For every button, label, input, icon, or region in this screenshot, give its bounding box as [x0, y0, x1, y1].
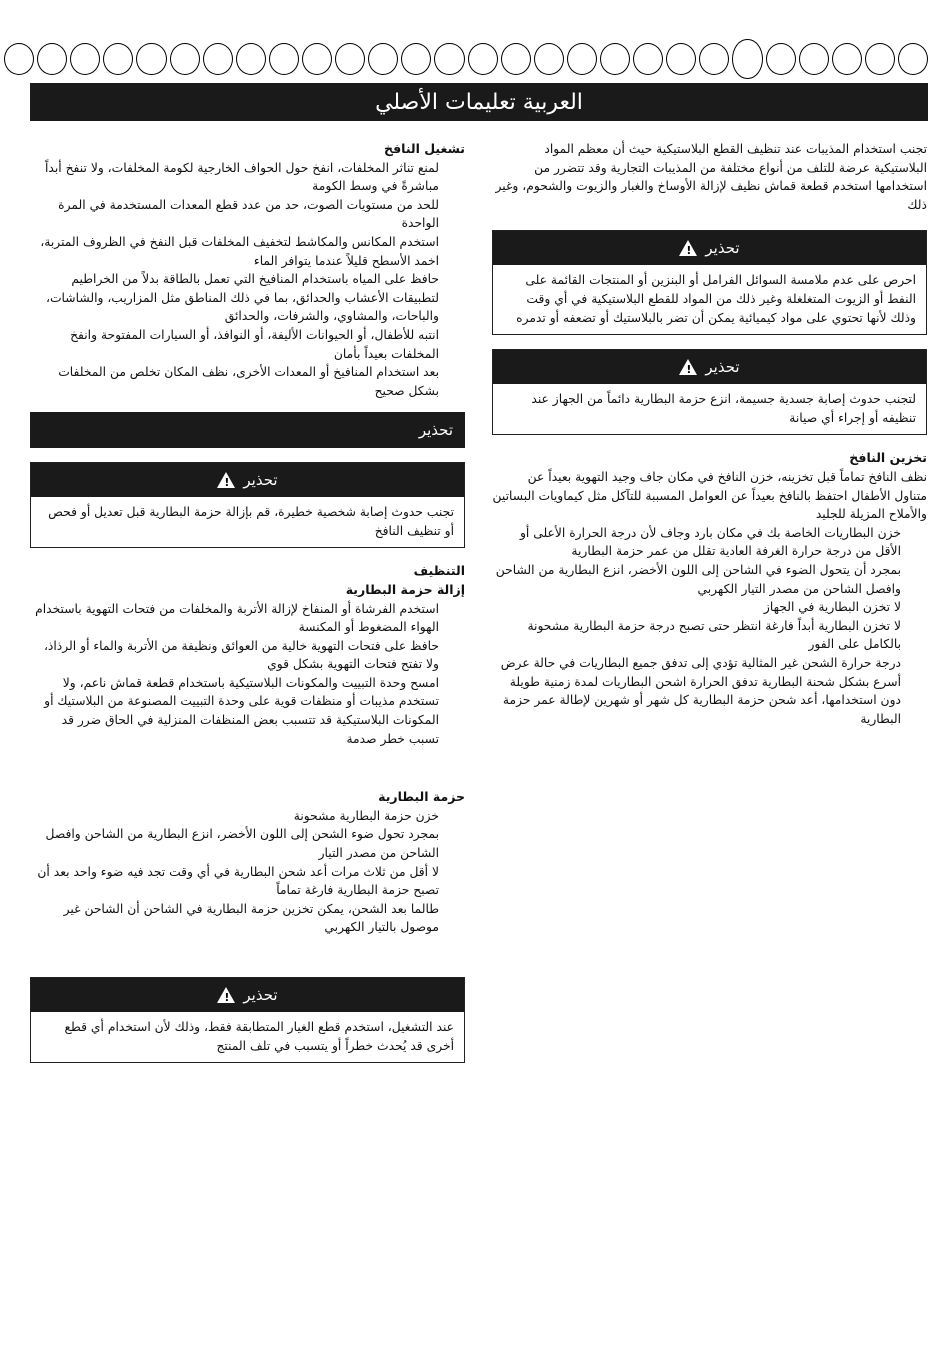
list-item: طالما بعد الشحن، يمكن تخزين حزمة البطارية في الشاحن أن الشاحن غير موصول بالتيار الكهربي [63, 901, 439, 935]
language-tab [766, 43, 796, 75]
language-tab [335, 43, 365, 75]
list-item: بمجرد أن يتحول الضوء في الشاحن إلى اللون الأخضر، انزع البطارية من الشاحن وافصل الشاحن من مصدر التيار الكهربي [495, 562, 901, 596]
list-item: لا تخزن البطارية أبداً فارغة انتظر حتى تصبح درجة حزمة البطارية مشحونة بالكامل على الفور [527, 618, 901, 652]
language-tab [70, 43, 100, 75]
storage-intro-text: نظف النافخ تماماً قبل تخزينه، خزن النافخ في مكان جاف وجيد التهوية بعيداً عن متناول الأطفال احتفظ بالنافخ بعيداً عن العوامل المسببة للتآكل مثل كيماويات البساتين والأملاح المزيلة للجليد [492, 469, 927, 522]
language-tab [401, 43, 431, 75]
page-title [30, 83, 928, 121]
warning-title: تحذير [705, 239, 740, 258]
language-tab [302, 43, 332, 75]
list-item: انتبه للأطفال، أو الحيوانات الأليفة، أو النوافذ، أو السيارات المفتوحة وانفخ المخلفات بعيداً بأمان [70, 327, 439, 361]
list-item: امسح وحدة التبييت والمكونات البلاستيكية باستخدام قطعة قماش ناعم، ولا تستخدم مذيبات أو منظفات قوية على وحدة التبييت المصنوعة من البلاستيك أو المكونات البلاستيكية قد تتسبب بعض المنظفات المنزلية في الحاق ضرر قد تسبب خطر صدمة [44, 675, 439, 746]
list-item: خزن البطاريات الخاصة بك في مكان بارد وجاف لأن درجة الحرارة الأعلى أو الأقل من درجة حرارة الغرفة العادية تقلل من عمر حزمة البطارية [519, 525, 901, 559]
language-tab [633, 43, 663, 75]
list-item: لا أقل من ثلاث مرات أعد شحن البطارية في أي وقت تجد فيه ضوء واحد بعد أن تصبح حزمة البطارية فارغة تماماً [37, 864, 439, 898]
list-item: خزن حزمة البطارية مشحونة [293, 808, 439, 823]
list-item: لا تخزن البطارية في الجهاز [763, 600, 901, 615]
list-item: بمجرد تحول ضوء الشحن إلى اللون الأخضر، انزع البطارية من الشاحن وافصل الشاحن من مصدر التيار [45, 827, 439, 861]
language-tab [699, 43, 729, 75]
cleaning-intro-text: تجنب استخدام المذيبات عند تنظيف القطع البلاستيكية حيث أن معظم المواد البلاستيكية عرضة للتلف من أنواع مختلفة من المذيبات التجارية وقد تتضرر من استخدامها استخدم قطعة قماش نظيف لإزالة الأوساخ والغبار والزيوت والشحوم، وغير ذلك [495, 142, 927, 212]
language-tab-strip [4, 43, 928, 79]
battery-heading: حزمة البطارية [378, 789, 465, 805]
list-item: استخدم الفرشاة أو المنفاخ لإزالة الأتربة والمخلفات من فتحات التهوية باستخدام الهواء المضغوط أو المكنسة [35, 601, 439, 635]
language-tab [368, 43, 398, 75]
language-tab [865, 43, 895, 75]
language-tab-active [732, 39, 762, 79]
warning-header [493, 350, 926, 384]
warning-box [30, 977, 465, 1063]
language-tab [534, 43, 564, 75]
language-tab [37, 43, 67, 75]
language-tab [203, 43, 233, 75]
warning-triangle-icon [217, 472, 235, 488]
warning-title: تحذير [705, 358, 740, 377]
warning-triangle-icon [679, 359, 697, 375]
storage-heading: تخزين النافخ [849, 450, 927, 466]
warning-triangle-icon [679, 240, 697, 256]
right-column [492, 140, 927, 728]
language-tab [567, 43, 597, 75]
warning-header [31, 978, 464, 1012]
language-tab [468, 43, 498, 75]
left-column [30, 140, 465, 1077]
language-tab [832, 43, 862, 75]
operation-heading: تشغيل النافخ [383, 141, 465, 156]
list-item: استخدم المكانس والمكاشط لتخفيف المخلفات قبل النفخ في الظروف المتربة، اخمد الأسطح قليلاً عندما يتوافر الماء [40, 234, 439, 268]
cleaning-heading: التنظيف [413, 563, 465, 579]
cleaning-subheading: إزالة حزمة البطارية [345, 581, 465, 597]
language-tab [666, 43, 696, 75]
list-item: درجة حرارة الشحن غير المثالية تؤدي إلى تدفق جميع البطاريات في حالة عرض أسرع بشكل شحنة البطارية تدفق الحرارة اشحن البطاريات لمدة زمنية طويلة دون استخدامها، أعد شحن حزمة البطارية كل شهر أو شهرين لإطالة عمر حزمة البطارية [500, 655, 901, 726]
language-tab [170, 43, 200, 75]
warning-header [493, 231, 926, 265]
warning-title: تحذير [243, 471, 278, 490]
language-tab [236, 43, 266, 75]
language-tab [103, 43, 133, 75]
language-tab [434, 43, 464, 75]
list-item: حافظ على المياه باستخدام المنافيخ التي تعمل بالطاقة بدلاً من الخراطيم لتطبيقات الأعشاب والحدائق، بما في ذلك المناطق مثل المزاريب، والشاشات، والباحات، والمشاوي، والشرفات، والحدائق [46, 272, 439, 324]
warning-header [31, 463, 464, 497]
warning-text: لتجنب حدوث إصابة جسدية جسيمة، انزع حزمة البطارية دائماً من الجهاز عند تنظيفه أو إجراء أي صيانة [531, 392, 916, 426]
list-item: حافظ على فتحات التهوية خالية من العوائق ونظيفة من الأتربة والماء أو الرذاذ، ولا تفتح فتحات التهوية بشكل قوي [43, 638, 439, 672]
language-tab [4, 43, 34, 75]
language-tab [501, 43, 531, 75]
cleaning-list [30, 600, 465, 749]
warning-text: احرص على عدم ملامسة السوائل الفرامل أو البنزين أو المنتجات القائمة على النفط أو الزيوت المتغلغلة وغير ذلك من المواد للقطع البلاستيكية في أي وقت وذلك لأنها تحتوي على مواد كيميائية يمكن أن تضر بالبلاستيك أو تضعفه أو تدمره [516, 273, 916, 326]
warning-text: تجنب حدوث إصابة شخصية خطيرة، قم بإزالة حزمة البطارية قبل تعديل أو فحص أو تنظيف النافخ [48, 505, 454, 539]
warning-triangle-icon [217, 987, 235, 1003]
warning-title: تحذير [243, 985, 278, 1004]
warning-section-title: تحذير [418, 421, 453, 440]
warning-box [30, 462, 465, 548]
storage-list [492, 524, 927, 729]
page-title-text: العربية تعليمات الأصلي [375, 89, 583, 115]
operation-list [30, 159, 465, 401]
warning-box [492, 230, 927, 335]
language-tab [799, 43, 829, 75]
list-item: بعد استخدام المنافيخ أو المعدات الأخرى، نظف المكان تخلص من المخلفات بشكل صحيح [58, 365, 439, 398]
language-tab [600, 43, 630, 75]
list-item: لمنع تناثر المخلفات، انفخ حول الحواف الخارجية لكومة المخلفات، ولا تنفخ أبداً مباشرةً في وسط الكومة [45, 160, 439, 194]
warning-text: عند التشغيل، استخدم قطع الغيار المتطابقة فقط، وذلك لأن استخدام أي قطع أخرى قد يُحدث خطراً أو يتسبب في تلف المنتج [64, 1020, 454, 1053]
language-tab [269, 43, 299, 75]
language-tab [136, 43, 166, 75]
warning-section-bar [30, 412, 465, 448]
battery-list [30, 807, 465, 937]
warning-box [492, 349, 927, 435]
language-tab [898, 43, 928, 75]
list-item: للحد من مستويات الصوت، حد من عدد قطع المعدات المستخدمة في المرة الواحدة [58, 197, 439, 231]
